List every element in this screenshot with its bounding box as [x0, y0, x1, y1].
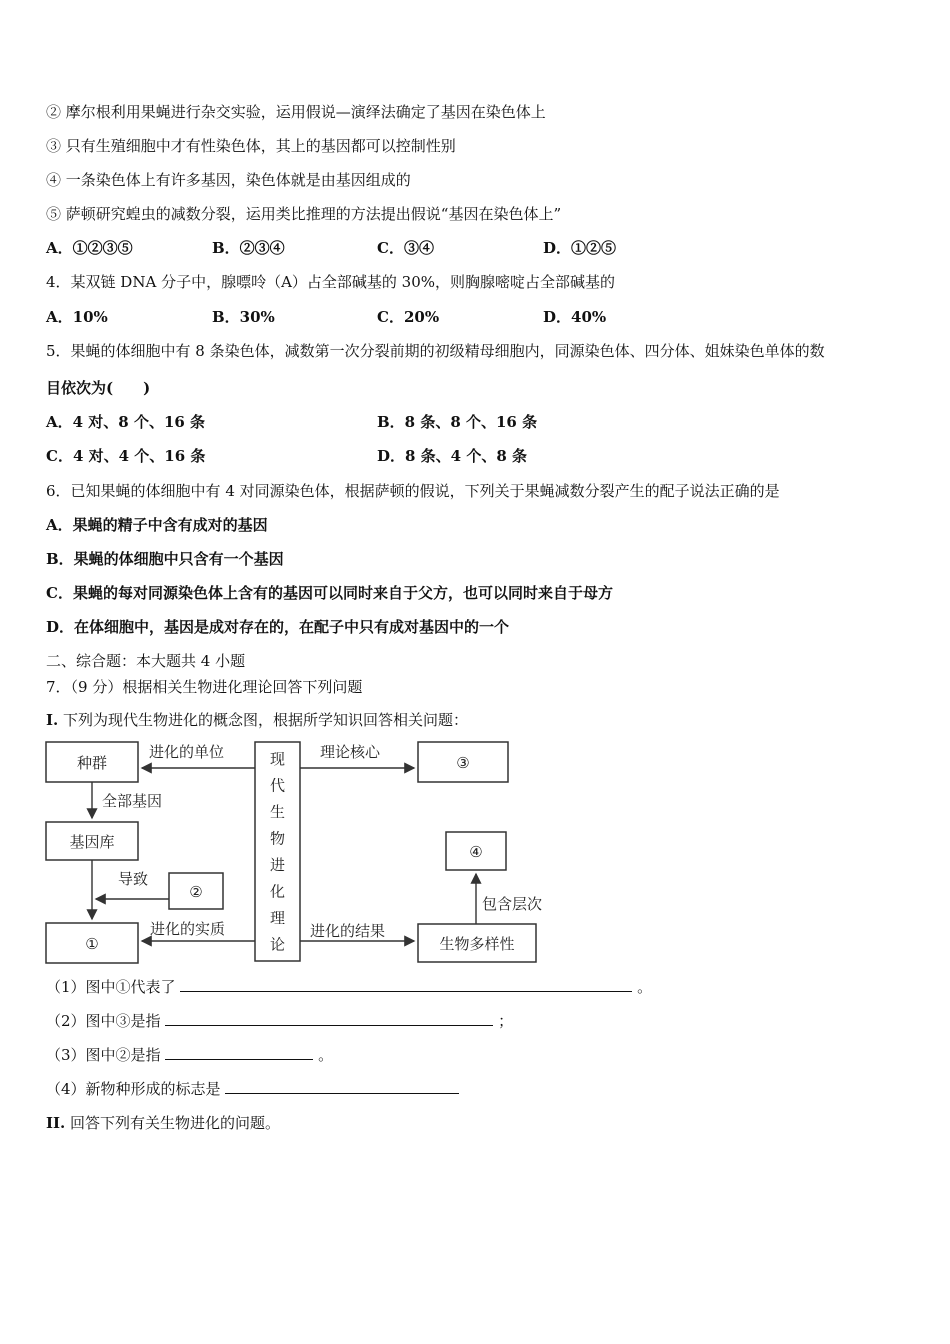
q7-sub1-blank[interactable]: [180, 977, 632, 992]
q3-statement-3: ③ 只有生殖细胞中才有性染色体，其上的基因都可以控制性别: [46, 137, 456, 155]
q7-sub2-end: ；: [498, 1012, 514, 1030]
text-1: ①: [85, 935, 99, 953]
q5-option-a: A．4 对、8 个、16 条: [46, 413, 206, 431]
q7-sub4-blank[interactable]: [225, 1079, 459, 1094]
center-char: 生: [269, 803, 286, 821]
q5-stem-line1: 5．果蝇的体细胞中有 8 条染色体，减数第一次分裂前期的初级精母细胞内，同源染色体、四分体、姐妹染色单体的数: [46, 342, 825, 360]
q7-sub2-blank[interactable]: [165, 1011, 493, 1026]
q6-stem: 6．已知果蝇的体细胞中有 4 对同源染色体，根据萨顿的假说，下列关于果蝇减数分裂产生的配子说法正确的是: [46, 482, 780, 500]
q5-option-b: B．8 条、8 个、16 条: [377, 413, 538, 431]
q4-option-c: C．20%: [377, 308, 440, 326]
q3-option-a: A．①②③⑤: [46, 239, 133, 257]
q6-option-d: D．在体细胞中，基因是成对存在的，在配子中只有成对基因中的一个: [46, 618, 510, 636]
text-jiyinku: 基因库: [69, 833, 115, 851]
q7-sub3-prompt: （3）图中②是指: [46, 1046, 161, 1064]
label-daozhi: 导致: [118, 870, 149, 888]
label-quanbu: 全部基因: [102, 792, 163, 810]
text-3: ③: [456, 754, 470, 772]
q7-sub1: [46, 977, 652, 997]
label-cengci: 包含层次: [482, 895, 543, 913]
q5-option-c: C．4 对、4 个、16 条: [46, 447, 206, 465]
q4-option-d: D．40%: [543, 308, 607, 326]
center-char: 论: [269, 935, 286, 954]
q7-sub1-prompt: （1）图中①代表了: [46, 978, 176, 996]
q4-option-b: B．30%: [212, 308, 275, 326]
q7-sub4: [46, 1079, 459, 1099]
text-2: ②: [189, 883, 203, 901]
q5-option-d: D．8 条、4 个、8 条: [377, 447, 527, 465]
box-center: [255, 742, 300, 961]
q6-option-b: B．果蝇的体细胞中只含有一个基因: [46, 550, 284, 568]
q5-stem-line2: 目依次为( ): [46, 379, 151, 397]
q7-sub2: [46, 1011, 513, 1031]
q4-stem: 4．某双链 DNA 分子中，腺嘌呤（A）占全部碱基的 30%，则胸腺嘧啶占全部碱基的: [46, 273, 616, 291]
q7-sub3-blank[interactable]: [165, 1045, 313, 1060]
q7-stem: 7．（9 分）根据相关生物进化理论回答下列问题: [46, 678, 363, 696]
q3-statement-5: ⑤ 萨顿研究蝗虫的减数分裂，运用类比推理的方法提出假说“基因在染色体上”: [46, 205, 562, 223]
q7-sub4-prompt: （4）新物种形成的标志是: [46, 1080, 221, 1098]
q6-option-c: C．果蝇的每对同源染色体上含有的基因可以同时来自于父方，也可以同时来自于母方: [46, 584, 613, 602]
q7-part1-text: 下列为现代生物进化的概念图，根据所学知识回答相关问题：: [63, 711, 469, 729]
q7-sub3: [46, 1045, 333, 1065]
label-danwei: 进化的单位: [149, 743, 225, 761]
q3-option-b: B．②③④: [212, 239, 285, 257]
text-4: ④: [469, 843, 483, 861]
q7-sub2-prompt: （2）图中③是指: [46, 1012, 161, 1030]
q7-part2-text: 回答下列有关生物进化的问题。: [70, 1114, 281, 1132]
center-char: 现: [269, 750, 286, 768]
center-char: 物: [269, 829, 286, 848]
section-heading: 二、综合题：本大题共 4 小题: [46, 652, 246, 670]
q7-part1: [46, 710, 468, 730]
label-jieguo: 进化的结果: [310, 922, 386, 940]
text-zhongqun: 种群: [76, 754, 108, 772]
center-char: 代: [269, 776, 286, 795]
q3-option-d: D．①②⑤: [543, 239, 617, 257]
q6-option-a: A．果蝇的精子中含有成对的基因: [46, 516, 268, 534]
center-char: 进: [269, 856, 286, 874]
center-vertical-text: [270, 750, 285, 954]
q3-option-c: C．③④: [377, 239, 434, 257]
q4-option-a: A．10%: [46, 308, 108, 326]
label-hexin: 理论核心: [320, 743, 381, 761]
q7-part1-label: I.: [46, 711, 59, 729]
q7-sub1-end: 。: [637, 978, 653, 996]
evolution-concept-diagram: [44, 738, 554, 966]
center-char: 化: [269, 882, 286, 901]
q7-sub3-end: 。: [318, 1046, 334, 1064]
q3-statement-2: ② 摩尔根利用果蝇进行杂交实验，运用假说—演绎法确定了基因在染色体上: [46, 103, 546, 121]
q7-part2-label: II.: [46, 1114, 66, 1132]
center-char: 理: [269, 909, 286, 927]
q7-part2: [46, 1113, 280, 1133]
q3-statement-4: ④ 一条染色体上有许多基因，染色体就是由基因组成的: [46, 171, 411, 189]
label-shizhi: 进化的实质: [150, 920, 226, 938]
text-duoyang: 生物多样性: [439, 935, 515, 953]
